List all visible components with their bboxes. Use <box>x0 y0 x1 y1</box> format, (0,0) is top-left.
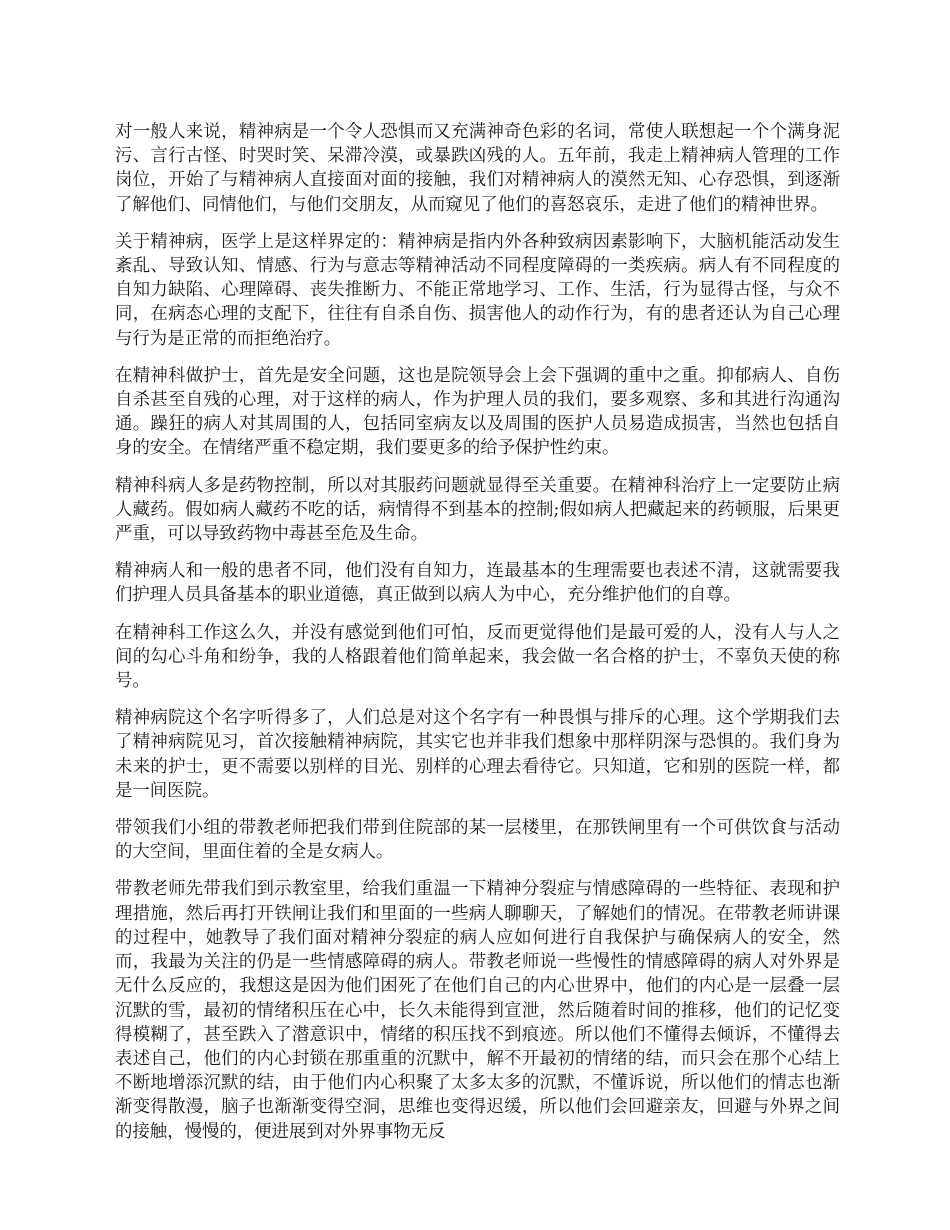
document-body <box>115 120 840 1157</box>
paragraph-8: 带领我们小组的带教老师把我们带到住院部的某一层楼里，在那铁闸里有一个可供饮食与活动的大空间，里面住着的全是女病人。 <box>115 818 840 863</box>
paragraph-1: 对一般人来说，精神病是一个令人恐惧而又充满神奇色彩的名词，常使人联想起一个个满身泥污、言行古怪、时哭时笑、呆滞冷漠，或暴跌凶残的人。五年前，我走上精神病人管理的工作岗位，开始了与精神病人直接面对面的接触，我们对精神病人的漠然无知、心存恐惧，到逐渐了解他们、同情他们，与他们交朋友，从而窥见了他们的喜怒哀乐，走进了他们的精神世界。 <box>115 122 840 215</box>
paragraph-4: 精神科病人多是药物控制，所以对其服药问题就显得至关重要。在精神科治疗上一定要防止病人藏药。假如病人藏药不吃的话，病情得不到基本的控制;假如病人把藏起来的药顿服，后果更严重，可以导致药物中毒甚至危及生命。 <box>115 475 840 545</box>
paragraph-6: 在精神科工作这么久，并没有感觉到他们可怕，反而更觉得他们是最可爱的人，没有人与人之间的勾心斗角和纷争，我的人格跟着他们简单起来，我会做一名合格的护士，不辜负天使的称号。 <box>115 622 840 692</box>
paragraph-3: 在精神科做护士，首先是安全问题，这也是院领导会上会下强调的重中之重。抑郁病人、自伤自杀甚至自残的心理，对于这样的病人，作为护理人员的我们，要多观察、多和其进行沟通沟通。躁狂的病人对其周围的人，包括同室病友以及周围的医护人员易造成损害，当然也包括自身的安全。在情绪严重不稳定期，我们要更多的给予保护性约束。 <box>115 365 840 459</box>
paragraph-7: 精神病院这个名字听得多了，人们总是对这个名字有一种畏惧与排斥的心理。这个学期我们去了精神病院见习，首次接触精神病院，其实它也并非我们想象中那样阴深与恐惧的。我们身为未来的护士，更不需要以别样的目光、别样的心理去看待它。只知道，它和别的医院一样，都是一间医院。 <box>115 708 840 801</box>
paragraph-2: 关于精神病，医学上是这样界定的：精神病是指内外各种致病因素影响下，大脑机能活动发生紊乱、导致认知、情感、行为与意志等精神活动不同程度障碍的一类疾病。病人有不同程度的自知力缺陷、心理障碍、丧失推断力、不能正常地学习、工作、生活，行为显得古怪，与众不同，在病态心理的支配下，往往有自杀自伤、损害他人的动作行为，有的患者还认为自己心理与行为是正常的而拒绝治疗。 <box>115 231 840 349</box>
paragraph-5: 精神病人和一般的患者不同，他们没有自知力，连最基本的生理需要也表述不清，这就需要我们护理人员具备基本的职业道德，真正做到以病人为中心，充分维护他们的自尊。 <box>115 561 840 606</box>
paragraph-9: 带教老师先带我们到示教室里，给我们重温一下精神分裂症与情感障碍的一些特征、表现和护理措施，然后再打开铁闸让我们和里面的一些病人聊聊天，了解她们的情况。在带教老师讲课的过程中，她教导了我们面对精神分裂症的病人应如何进行自我保护与确保病人的安全，然而，我最为关注的仍是一些情感障碍的病人。带教老师说一些慢性的情感障碍的病人对外界是无什么反应的，我想这是因为他们困死了在他们自己的内心世界中，他们的内心是一层叠一层沉默的雪，最初的情绪积压在心中，长久未能得到宣泄，然后随着时间的推移，他们的记忆变得模糊了，甚至跌入了潜意识中，情绪的积压找不到痕迹。所以他们不懂得去倾诉，不懂得去表述自己，他们的内心封锁在那重重的沉默中，解不开最初的情绪的结，而只会在那个心结上不断地增添沉默的结，由于他们内心积聚了太多太多的沉默，不懂诉说，所以他们的情志也渐渐变得散漫，脑子也渐渐变得空洞，思维也变得迟缓，所以他们会回避亲友，回避与外界之间的接触，慢慢的，便进展到对外界事物无反 <box>115 879 840 1142</box>
